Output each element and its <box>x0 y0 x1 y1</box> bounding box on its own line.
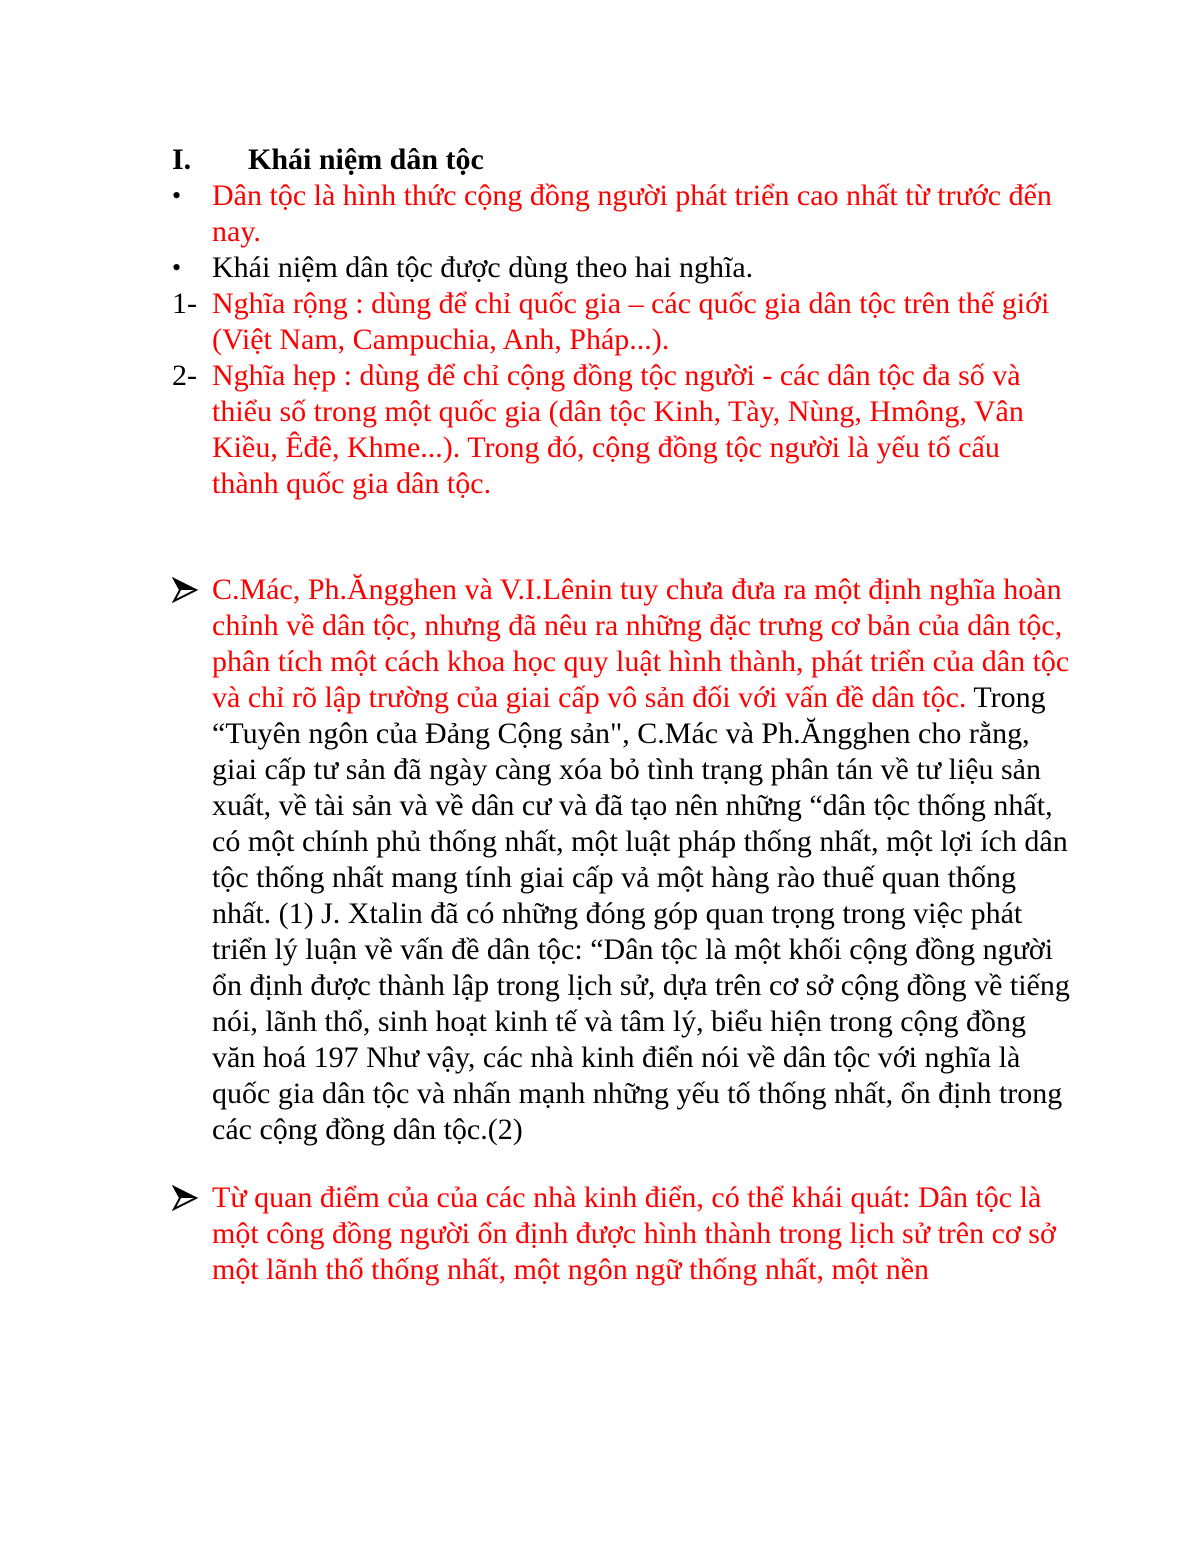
arrow-item <box>172 572 1072 1148</box>
arrow-item-red-text: C.Mác, Ph.Ăngghen và V.I.Lênin tuy chưa đưa ra một định nghĩa hoàn chỉnh về dân tộc, nhưng đã nêu ra những đặc trưng cơ bản của dân tộc, phân tích một cách khoa học quy luật hình thành, phát triển của dân tộc và chỉ rõ lập trường của giai cấp vô sản đối với vấn đề dân tộc. <box>212 573 1070 714</box>
section-number: I. <box>172 143 192 176</box>
section-title: Khái niệm dân tộc <box>248 143 484 176</box>
bullet-item <box>172 178 1072 250</box>
paragraph-spacer <box>172 1148 1072 1180</box>
numbered-text: Nghĩa rộng : dùng để chỉ quốc gia – các quốc gia dân tộc trên thế giới (Việt Nam, Campuchia, Anh, Pháp...). <box>212 287 1050 356</box>
arrow-item <box>172 1180 1072 1288</box>
arrow-bullet-icon-svg <box>172 1185 198 1211</box>
arrow-item-black-text: Trong “Tuyên ngôn của Đảng Cộng sản", C.Mác và Ph.Ăngghen cho rằng, giai cấp tư sản đã ngày càng xóa bỏ tình trạng phân tán về tư liệu sản xuất, về tài sản và về dân cư và đã tạo nên những “dân tộc thống nhất, có một chính phủ thống nhất, một luật pháp thống nhất, một lợi ích dân tộc thống nhất mang tính giai cấp vả một hàng rào thuế quan thống nhất. (1) J. Xtalin đã có những đóng góp quan trọng trong việc phát triển lý luận về vấn đề dân tộc: “Dân tộc là một khối cộng đồng người ổn định được thành lập trong lịch sử, dựa trên cơ sở cộng đồng về tiếng nói, lãnh thổ, sinh hoạt kinh tế và tâm lý, biểu hiện trong cộng đồng văn hoá 197 Như vậy, các nhà kinh điển nói về dân tộc với nghĩa là quốc gia dân tộc và nhấn mạnh những yếu tố thống nhất, ổn định trong các cộng đồng dân tộc.(2) <box>212 681 1070 1146</box>
arrow-item-text <box>212 572 1072 1148</box>
arrow-item-red-text: Từ quan điểm của của các nhà kinh điển, có thể khái quát: Dân tộc là một công đồng người ổn định được hình thành trong lịch sử trên cơ sở một lãnh thổ thống nhất, một ngôn ngữ thống nhất, một nền <box>212 1181 1056 1286</box>
arrow-bullet-icon <box>172 572 212 1148</box>
numbered-item <box>172 286 1072 358</box>
numbered-item <box>172 358 1072 502</box>
bullet-icon: • <box>172 253 182 282</box>
bullet-text: Khái niệm dân tộc được dùng theo hai nghĩa. <box>212 251 754 284</box>
section-heading <box>172 142 1072 178</box>
item-number: 2- <box>172 359 197 392</box>
item-number: 1- <box>172 287 197 320</box>
arrow-bullet-icon <box>172 1180 212 1288</box>
bullet-text: Dân tộc là hình thức cộng đồng người phát triển cao nhất từ trước đến nay. <box>212 179 1052 248</box>
bullet-item <box>172 250 1072 286</box>
paragraph-spacer <box>172 502 1072 572</box>
document-content <box>172 142 1072 1288</box>
arrow-item-text <box>212 1180 1072 1288</box>
bullet-icon: • <box>172 181 182 210</box>
arrow-bullet-icon-svg <box>172 577 198 603</box>
numbered-text: Nghĩa hẹp : dùng để chỉ cộng đồng tộc người - các dân tộc đa số và thiểu số trong một quốc gia (dân tộc Kinh, Tày, Nùng, Hmông, Vân Kiều, Êđê, Khme...). Trong đó, cộng đồng tộc người là yếu tố cấu thành quốc gia dân tộc. <box>212 359 1024 500</box>
